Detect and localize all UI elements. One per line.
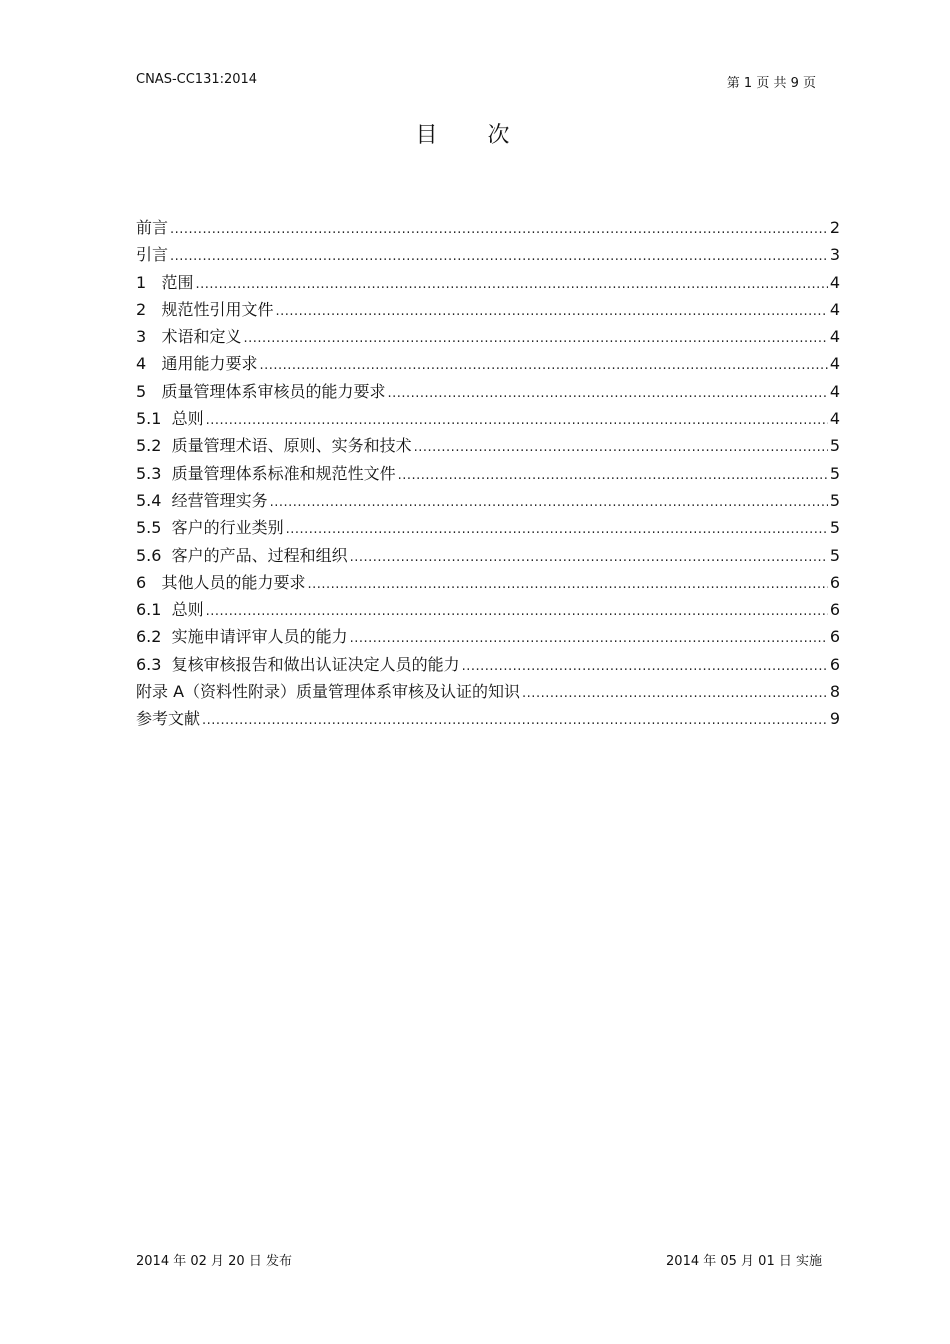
toc-entry-page: 6 xyxy=(829,627,840,647)
toc-leader-dots xyxy=(275,296,827,325)
effective-date: 2014 年 05 月 01 日 实施 xyxy=(666,1254,822,1269)
toc-entry[interactable] xyxy=(136,514,840,541)
toc-leader-dots xyxy=(387,378,827,407)
toc-entry-label: 6.2 实施申请评审人员的能力 xyxy=(136,627,348,647)
toc-entry-label: 附录 A（资料性附录）质量管理体系审核及认证的知识 xyxy=(136,682,521,702)
toc-entry-page: 2 xyxy=(829,218,840,237)
page-info: 第 1 页 共 9 页 xyxy=(726,76,816,91)
toc-entry-label: 6 其他人员的能力要求 xyxy=(136,572,306,592)
toc-entry[interactable] xyxy=(136,432,840,459)
table-of-contents xyxy=(136,214,840,733)
toc-entry-label: 引言 xyxy=(136,245,169,265)
toc-leader-dots xyxy=(170,241,828,270)
toc-entry-label: 5.4 经营管理实务 xyxy=(136,490,268,510)
toc-leader-dots xyxy=(350,542,828,571)
toc-entry-page: 6 xyxy=(829,654,840,674)
toc-entry-label: 5.1 总则 xyxy=(136,409,204,429)
toc-entry[interactable] xyxy=(136,296,840,323)
toc-entry-label: 3 术语和定义 xyxy=(136,327,242,347)
toc-leader-dots xyxy=(286,514,828,543)
toc-entry-page: 4 xyxy=(829,299,840,319)
toc-entry-page: 5 xyxy=(829,463,840,483)
toc-entry-label: 6.1 总则 xyxy=(136,600,204,620)
toc-entry-page: 4 xyxy=(829,381,840,401)
toc-leader-dots xyxy=(307,569,827,598)
toc-entry[interactable] xyxy=(136,569,840,596)
toc-entry-label: 5.5 客户的行业类别 xyxy=(136,518,284,538)
toc-entry-page: 5 xyxy=(829,490,840,510)
toc-entry-label: 4 通用能力要求 xyxy=(136,354,258,374)
toc-entry-page: 4 xyxy=(829,272,840,292)
toc-entry[interactable] xyxy=(136,678,840,705)
toc-entry-page: 4 xyxy=(829,409,840,429)
toc-leader-dots xyxy=(170,214,828,243)
toc-entry-label: 5.3 质量管理体系标准和规范性文件 xyxy=(136,463,396,483)
toc-entry[interactable] xyxy=(136,214,840,241)
toc-entry-page: 5 xyxy=(829,518,840,538)
document-code: CNAS-CC131:2014 xyxy=(136,72,258,87)
toc-leader-dots xyxy=(462,651,828,680)
toc-leader-dots xyxy=(202,705,828,734)
toc-entry[interactable] xyxy=(136,487,840,514)
toc-leader-dots xyxy=(259,350,827,379)
toc-entry[interactable] xyxy=(136,350,840,377)
toc-entry[interactable] xyxy=(136,378,840,405)
toc-entry-label: 5.2 质量管理术语、原则、实务和技术 xyxy=(136,436,412,456)
toc-entry[interactable] xyxy=(136,623,840,650)
toc-entry[interactable] xyxy=(136,651,840,678)
toc-entry[interactable] xyxy=(136,596,840,623)
toc-leader-dots xyxy=(206,405,828,434)
toc-entry-label: 参考文献 xyxy=(136,709,201,729)
toc-entry[interactable] xyxy=(136,542,840,569)
toc-leader-dots xyxy=(243,323,827,352)
toc-entry-label: 6.3 复核审核报告和做出认证决定人员的能力 xyxy=(136,654,460,674)
toc-entry-label: 5 质量管理体系审核员的能力要求 xyxy=(136,381,386,401)
toc-entry-label: 5.6 客户的产品、过程和组织 xyxy=(136,545,348,565)
page-title: 目次 xyxy=(415,123,560,148)
toc-entry[interactable] xyxy=(136,323,840,350)
toc-leader-dots xyxy=(414,432,828,461)
toc-leader-dots xyxy=(398,460,828,489)
toc-entry[interactable] xyxy=(136,460,840,487)
toc-entry[interactable] xyxy=(136,405,840,432)
toc-entry-label: 2 规范性引用文件 xyxy=(136,299,274,319)
toc-leader-dots xyxy=(270,487,828,516)
toc-entry-page: 6 xyxy=(829,572,840,592)
toc-entry[interactable] xyxy=(136,705,840,732)
toc-entry[interactable] xyxy=(136,241,840,268)
toc-entry-page: 9 xyxy=(829,709,840,729)
toc-entry-page: 6 xyxy=(829,600,840,620)
toc-entry-page: 8 xyxy=(829,682,840,702)
toc-entry-label: 1 范围 xyxy=(136,272,194,292)
toc-entry-page: 4 xyxy=(829,354,840,374)
toc-entry-page: 5 xyxy=(829,545,840,565)
toc-entry-page: 4 xyxy=(829,327,840,347)
toc-leader-dots xyxy=(350,623,828,652)
toc-entry-page: 3 xyxy=(829,245,840,265)
toc-entry-label: 前言 xyxy=(136,218,169,237)
toc-leader-dots xyxy=(206,596,828,625)
toc-entry[interactable] xyxy=(136,269,840,296)
toc-entry-page: 5 xyxy=(829,436,840,456)
toc-leader-dots xyxy=(195,269,827,298)
toc-leader-dots xyxy=(522,678,828,707)
issue-date: 2014 年 02 月 20 日 发布 xyxy=(136,1254,292,1269)
